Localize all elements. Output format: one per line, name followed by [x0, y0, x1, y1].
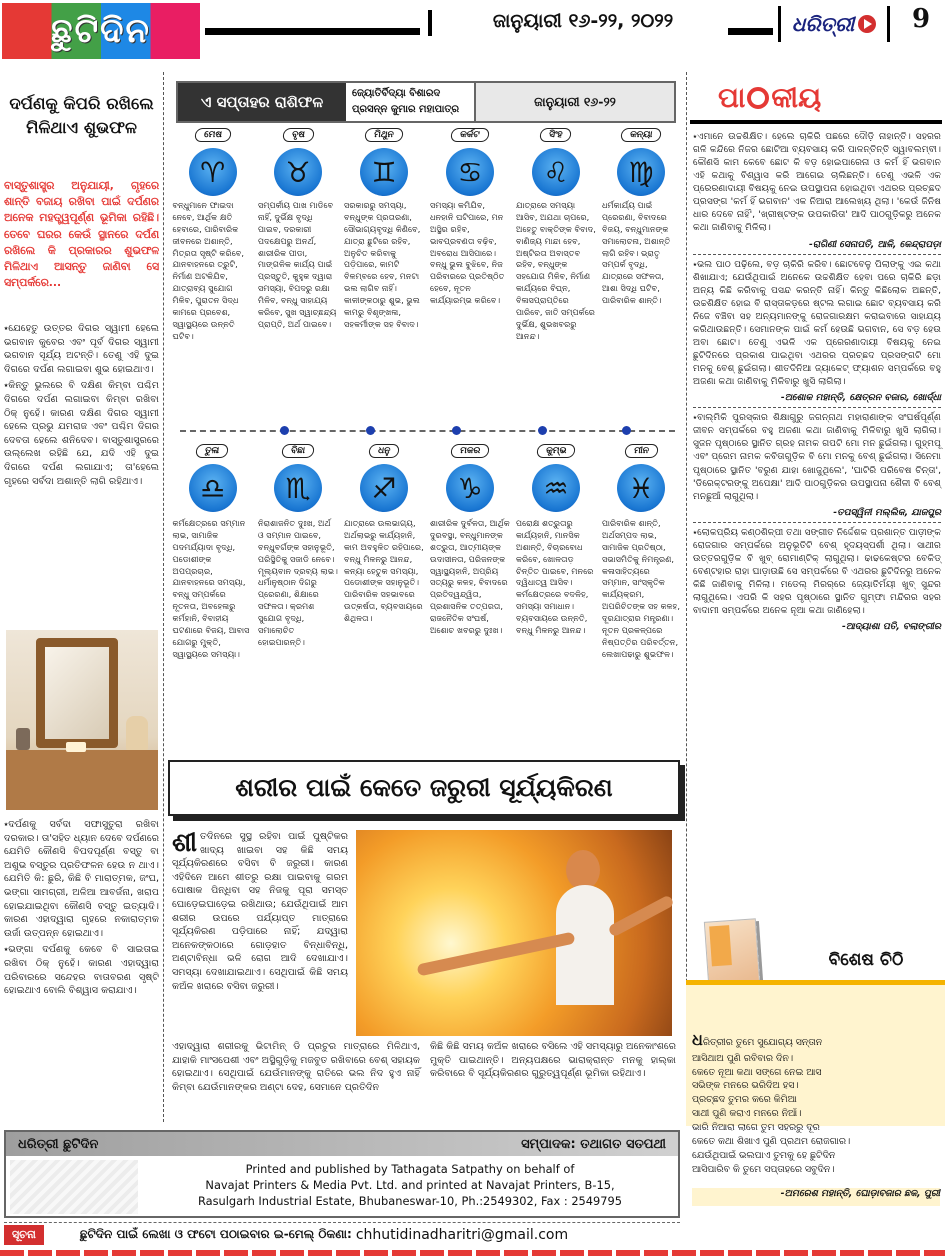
- aquarius-icon: ♒: [532, 464, 580, 512]
- left-column-rule: [163, 72, 164, 1122]
- sign-libra-text: କର୍ମକ୍ଷେତ୍ରରେ ସମ୍ମାନ ଲାଭ, ସାମାଜିକ ପଦମର୍ଯ୍ୟାଦା ବୃଦ୍ଧି, ପଡୋଶୀଙ୍କ ଅପପ୍ରଚାର, ଯାନବାହନରେ ସମସ୍ୟା, ବନ୍ଧୁ ସମ୍ପର୍କରେ ନୂତନତା, ଅବହେଳାରୁ କର୍ମହାନି, ବିବାହୀୟ ଘଟଣାରେ ବିଜୟ, ଆବାସ ଯୋଗରୁ ମୁକ୍ତି, ସ୍ୱାସ୍ଥ୍ୟରେ ସମସ୍ୟା।: [172, 518, 250, 659]
- sign-aquarius-tag: କୁମ୍ଭ: [536, 444, 576, 458]
- special-letter-title-text: ବିଶେଷ ଚିଠି: [828, 950, 904, 970]
- paper-logo: [778, 6, 890, 42]
- special-letter-title: [796, 944, 936, 976]
- imprint-name: ଧରିତ୍ରୀ ଛୁଟିଦିନ: [18, 1136, 99, 1152]
- sign-libra: [170, 444, 255, 712]
- sign-scorpio: [255, 444, 341, 712]
- letter-3-text: ⭑ବାଲ୍ମିକି ପୁରସ୍କାର ଶିକ୍ଷାଗୁରୁ ଜଗନ୍ନାଥ ମହାରାଣାଙ୍କ ସଂଘର୍ଷପୂର୍ଣ୍ଣ ଜୀବନ ସମ୍ପର୍କରେ ବହୁ ଅଜଣା କଥା ଜାଣିବାକୁ ମିଳିବାରୁ ଖୁସି ଲାଗିଲା। ସୁଜନ ପୃଷ୍ଠାରେ ସ୍ଥାନିତ ଗ୍ରହ ନାମକ ଗପଟି ମୋ ମନ ଛୁଇଁଗଲା। ଗୁହ୍ମପୂ ଏବଂ ପ୍ରେମ ନାମକ କବିତାଗୁଡ଼ିକ ବି ମୋ ମନକୁ ବେଶ୍ ଛୁଇଁଗଲା। ସିନେମା ପୃଷ୍ଠାରେ ସ୍ଥାନିତ 'ବରୁଣ ଯାହା ଖୋଜୁଥିଲେ', 'ଘାଟିରି ପରିବେଷ ଚିନ୍ତା', 'ଡିରେକ୍ଟରଙ୍କୁ ଅପେକ୍ଷା' ଆଦି ପାଠଗୁଡ଼ିକର ଉପସ୍ଥାପନା ଶୈଳୀ ବି ବେଶ୍ ମନଛୁଆଁ ଲାଗୁଥିଲା।: [693, 412, 941, 502]
- mirror-article-title: ଦର୍ପଣକୁ କିପରି ରଖିଲେ ମିଳିଥାଏ ଶୁଭଫଳ: [9, 94, 154, 137]
- imprint-header: [6, 1132, 678, 1156]
- sign-aries-text: ବନ୍ଧୁମାନେ ଫାଇଦା ନେବେ, ଆର୍ଥିକ କ୍ଷତି ହେବାରେ, ପାରିବାରିକ ଜୀବନରେ ଅଶାନ୍ତି, ମିତ୍ରତା ସୃଷ୍ଟି କରିବେ, ଯାନବାହନରେ ତ୍ରୁଟି, ନିର୍ମାଣ ଅଟକିଯିବ, ଯାତ୍ରାବ୍ୟ ସୁଯୋଗ ମିଳିବ, ପୁରାତନ ସିଦ୍ଧ କାମରେ ପ୍ରବେଶ, ସ୍ୱାସ୍ଥ୍ୟରେ ଉନ୍ନତି ଘଟିବ।: [172, 200, 244, 341]
- sun-article-dropcap: ଶୀ: [172, 828, 198, 858]
- special-letter-thumb: [704, 918, 760, 985]
- letter-2-author: -ଅଶୋକ ମହାନ୍ତି, କ୍ଷେତ୍ରନ ବଜାର, ଖୋର୍ଦ୍ଧା: [693, 391, 941, 408]
- poem-line-5: ପ୍ରଚ୍ଛଦ ତୁମର କରେ କିମିଆ: [692, 1094, 797, 1106]
- notice-text: ଛୁଟିଦିନ ପାଇଁ ଲେଖା ଓ ଫଟୋ ପଠାଇବାର ଇ-ମେଲ୍ ଠିକଣା:: [79, 1227, 352, 1241]
- mirror-para-2: ⭑କିନ୍ତୁ ଭୁଲରେ ବି ଦକ୍ଷିଣ କିମ୍ବା ପଶ୍ଚିମ ଦିଗରେ ଦର୍ପଣ ଲଗାଇବା କିମ୍ବା ରଖିବା ଠିକ୍ ନୁହେଁ। କାରଣ ଦକ୍ଷିଣ ଦିଗର ସ୍ୱାମୀ ହେଲେ ପ୍ରଭୁ ଯମରାଜ ଏବଂ ପଶ୍ଚିମ ଦିଗର ଦେବତା ହେଲେ ଶନିଦେବ। ବାସ୍ତୁଶାସ୍ତ୍ରରେ ଉଲ୍ଲେଖ ରହିଛି ଯେ, ଯଦି ଏହି ଦୁଇ ଦିଗରେ ଦର୍ପଣ ଲଗାଯାଏ; ତା'ହେଲେ ଗୃହରେ ସର୍ବଦା ଅଶାନ୍ତି ଲାଗି ରହିଥାଏ।: [4, 380, 159, 487]
- sun-article-title: [168, 760, 680, 816]
- horoscope-dates: ଜାନୁୟାରୀ ୧୬-୨୨: [476, 83, 674, 121]
- poem-line-6: ସାଥୀ ପୁଣି କରାଏ ମନରେ ନିଆଁ।: [692, 1108, 802, 1120]
- readers-title-prefix: ପା: [718, 81, 746, 114]
- readers-title-rule: [690, 120, 942, 124]
- masthead-date: ଜାନୁୟାରୀ ୧୬-୨୨, ୨୦୨୨: [428, 10, 728, 36]
- letter-1-text: ⭑ଏମାନେ ଉଚ୍ଚଶିକ୍ଷିତ। ହେଲେ ଚାକିରି ପଛରେ ଦୌଡ଼ି ନାହାନ୍ତି। ସହରର ଗଳି କନ୍ଦିରେ ନିଜର ଛୋଟିଆ ବ୍ୟବସାୟ କରି ପାଳନ୍ତିନ୍ତି ସ୍ୱାବଲମ୍ବୀ। କୌଣସି କାମ କେବେ ଛୋଟ କି ବଡ଼ ହୋଇପାରେନା ଓ କର୍ମ ହିଁ ଭଗବାନ ଏହି କଥାକୁ ବିଶ୍ୱାସ କରି ଆଗେଇ ଚାଲିଛନ୍ତି। ତେଣୁ ଏଭଳି ଏକ ପ୍ରେରଣାଦାୟୀ ବିଷୟକୁ ନେଇ ଉପସ୍ଥାପନା ହୋଇଥିବା ଏଥରର ପ୍ରଚ୍ଛଦ ପ୍ରସଙ୍ଗ 'କର୍ମ ହିଁ ଭଗବାନ' ଏକ ନିଆରା ଆଲେଖ୍ୟ ଥିଲା। 'କେଉଁ ଜିନିଷ ଧାର ଦେବେ ନାହିଁ', 'ଖ୍ରୀଷ୍ଟଙ୍କ ଉପକାରିତା' ଆଦି ପାଠଗୁଡ଼ିକରୁ ଅନେକ କଥା ଜାଣିବାକୁ ମିଳିଲା।: [693, 131, 941, 234]
- capricorn-icon: ♑: [446, 464, 494, 512]
- sign-pisces-tag: ମୀନ: [624, 444, 659, 458]
- sign-scorpio-text: ନିରାଶାଜନିତ ଦୁଃଖ, ଅର୍ଥ ଓ ସମ୍ମାନ ପାଇବେ, ବନ୍ଧୁବର୍ଗଙ୍କ ସହାନୁଭୂତି, ପରିସ୍ଥିତିକୁ ସଜାଡି ନେବେ। ମୂଲ୍ୟବାନ ଦ୍ରବ୍ୟ ଲାଭ। ଧର୍ମାନୁଷ୍ଠାନ ଦିଗରୁ ପ୍ରେରଣା, ଶିକ୍ଷାରେ ସଫଳତା। କ୍ରମଶ ସୁଯୋଗ ବୃଦ୍ଧି, ସମାଲୋଚିତ ହୋଇପାରନ୍ତି।: [258, 518, 338, 647]
- masthead-rule-left: [205, 28, 420, 35]
- sun-article: [168, 760, 683, 1125]
- sign-virgo: [599, 128, 683, 358]
- letter-1-author: -ରାଗିଣୀ ସେନାପତି, ଆଳି, କେନ୍ଦ୍ରାପଡ଼ା: [693, 238, 941, 255]
- poem-line-1: [692, 1028, 940, 1052]
- imprint-line-2: Navajat Printers & Media Pvt. Ltd. and printed at Navajat Printers, B-15,: [205, 1177, 615, 1192]
- page-number: 9: [911, 4, 931, 34]
- poem-line-3: କେତେ ନୂଆ କଥା ସଙ୍ଗେ ନେଇ ଆସ: [692, 1066, 822, 1078]
- separator-dot-3: [452, 426, 461, 435]
- readers-title: [718, 78, 898, 118]
- mirror-para-1: ⭑ଯେହେତୁ ଉତ୍ତର ଦିଗର ସ୍ୱାମୀ ହେଲେ ଭଗବାନ କୁବେର ଏବଂ ପୂର୍ବ ଦିଗର ସ୍ୱାମୀ ଭଗବାନ ସୂର୍ଯ୍ୟ ଅଟନ୍ତି। ତେଣୁ ଏହି ଦୁଇ ଦିଗରେ ଦର୍ପଣ ଲଗାଇବା ଶୁଭ ହୋଇଥାଏ।: [4, 323, 159, 375]
- mirror-article-lead: ବାସ୍ତୁଶାସ୍ତ୍ର ଅନୁଯାୟୀ, ଗୃହରେ ଶାନ୍ତି ବଜାୟ ରଖିବା ପାଇଁ ଦର୍ପଣର ଅନେକ ମହତ୍ତ୍ୱପୂର୍ଣ୍ଣ ଭୂମିକା ରହିଛି। ତେବେ ଘରର କେଉଁ ସ୍ଥାନରେ ଦର୍ପଣ ରଖିଲେ କି ପ୍ରକାରର ଶୁଭଫଳ ମିଳିଥାଏ ଆସନ୍ତୁ ଜାଣିବା ସେ ସମ୍ପର୍କରେ...: [4, 179, 159, 290]
- separator-dot-5: [622, 426, 631, 435]
- special-letter-author: -ଅମରେଶ ମହାନ୍ତି, ଘୋଡ଼ାବଜାର ଛକ, ପୁରୀ: [692, 1188, 940, 1206]
- masthead-logo: ଛୁଟିଦିନ: [2, 3, 200, 59]
- sign-capricorn: [427, 444, 513, 712]
- sign-aquarius-text: ପରୋକ୍ଷ ଶତ୍ରୁତାରୁ କାର୍ଯ୍ୟହାନି, ମାନସିକ ଅଶାନ୍ତି, ବିଚାରବୋଧ କରିବେ, ଖୋଳତାଡ଼ ଚିନ୍ତିତ ପାଇବେ, ମନରେ ଦ୍ୱିଧାତ୍ୱ ଆସିବ। କର୍ମକ୍ଷେତ୍ରରେ ବଦଳିହ, ସମସ୍ୟା ସମାଧାନ। ବ୍ୟବସାୟରେ ଉନ୍ନତି, ବନ୍ଧୁ ମିଳନରୁ ଆନନ୍ଦ।: [516, 518, 594, 636]
- mirror-photo: [6, 630, 158, 808]
- sun-article-title-text: ଶରୀର ପାଇଁ କେତେ ଜରୁରୀ ସୂର୍ଯ୍ୟକିରଣ: [235, 773, 613, 802]
- sign-libra-tag: ତୁଳା: [195, 444, 229, 458]
- notice-label: ସୂଚନା: [4, 1225, 44, 1245]
- imprint-editor: ସମ୍ପାଦକ: ତଥାଗତ ସତପଥୀ: [521, 1136, 666, 1152]
- pisces-icon: ♓: [617, 464, 665, 512]
- mirror-article-body-top: [4, 322, 159, 667]
- horoscope-title: ଏ ସପ୍ତାହର ରାଶିଫଳ: [178, 83, 346, 121]
- special-letter-poem: [692, 1028, 940, 1175]
- notice-email[interactable]: chhutidinadharitri@gmail.com: [355, 1226, 569, 1243]
- mirror-para-4: ⭑ଭଙ୍ଗା ଦର୍ପଣକୁ କେବେ ବି ସାଇତାଇ ରଖିବା ଠିକ୍ ନୁହେଁ। କାରଣ ଏହାଦ୍ୱାରା ପରିବାରରେ ସନ୍ଦେହର ବାତାବରଣ ସୃଷ୍ଟି ହୋଇଥାଏ ବୋଲି ବିଶ୍ୱାସ କରାଯାଏ।: [4, 944, 159, 997]
- poem-line-9: ଯେଉଁଥିପାଇଁ ଭଲପାଏ ତୁମକୁ ହେ ଛୁଟିଦିନ: [692, 1150, 836, 1162]
- sign-leo-tag: ସିଂହ: [539, 128, 572, 142]
- readers-letters: [693, 130, 941, 930]
- sign-gemini: [341, 128, 427, 358]
- sign-scorpio-tag: ବିଛା: [281, 444, 315, 458]
- readers-title-icon: [747, 87, 769, 109]
- sign-cancer-tag: କର୍କଟ: [450, 128, 490, 142]
- sun-woman-photo: [356, 830, 672, 1036]
- sign-aries: [170, 128, 255, 358]
- sign-cancer: [427, 128, 513, 358]
- sign-taurus: [255, 128, 341, 358]
- masthead: [0, 0, 945, 68]
- sign-pisces: [599, 444, 683, 712]
- poem-line-2: ଆସିଥାଅ ପୁଣି ରବିବାର ଦିନ।: [692, 1052, 794, 1064]
- sign-gemini-text: ସରକାରରୁ ସମସ୍ୟା, ବନ୍ଧୁଙ୍କ ପ୍ରତାରଣା, ସୌଭାଗ୍ୟବୃଦ୍ଧି କିଣିବେ, ଯାତ୍ରା ଛୁଟିରେ ରହିବ, ଅନୁଚିତ କରିବାକୁ ପଡ଼ିପାରେ, କାମଟି ବିଳମ୍ବରେ ହେବ, ମନଟା ଭଲ ଲାଗିବ ନାହିଁ। କାଳୀଙ୍କଠାରୁ ଶୁଭ, ଭୁଲ କାମରୁ ବିଶୃଙ୍ଖଳା, ସହକର୍ମୀଙ୍କ ସହ ବିବାଦ।: [344, 200, 421, 329]
- sign-pisces-text: ପାରିବାରିକ ଶାନ୍ତି, ଅର୍ଥସମ୍ପଦ ଲାଭ, ସାମାଜିକ ପ୍ରତିଷ୍ଠା, ସଭାସମିତିକୁ ନିମନ୍ତ୍ରଣ, କଳାସାହିତ୍ୟରେ ସମ୍ମାନ, ସାଂସ୍କୃତିକ କାର୍ଯ୍ୟକ୍ରମ, ଅପରିଚିତଙ୍କ ସହ କଳହ, ଦୂରଯାତ୍ରାର ମନ୍ତ୍ରଣା। ନୂତନ ପ୍ରକଳ୍ପରେ ନିଷ୍ପତ୍ତିର ପରିବର୍ତ୍ତନ, ଲେଖାପଢାରୁ ଶୁଭଫଳ।: [602, 518, 680, 659]
- poem-line-7: ଭାରି ନିଆରା ଲାଗେ ତୁମ ସହରରୁ ଦୂର: [692, 1122, 820, 1134]
- sign-virgo-text: ଧର୍ମକାର୍ଯ୍ୟ ପାଇଁ ପ୍ରେରଣା, ବିବାଦରେ ବିଜୟ, ବନ୍ଧୁମାନଙ୍କ ସମାଲୋଚନା, ଅଶାନ୍ତି ଲାଗି ରହିବ। ଭ୍ରାତୃ ସମ୍ପର୍କ ବୃଦ୍ଧି, ଯାତ୍ରାରେ ସଫଳତା, ଆଶା ସିଦ୍ଧି ଘଟିବ, ପାରିବାରିକ ଶାନ୍ତି।: [602, 200, 671, 306]
- libra-icon: ♎: [189, 464, 237, 512]
- letter-3-author: -ତପସ୍ୱିନୀ ମଲ୍ଲିକ, ଯାଜପୁର: [693, 506, 941, 523]
- poem-dropcap: ଧ: [692, 1030, 703, 1049]
- notice-bar: [4, 1222, 680, 1246]
- horoscope-author-role: ଜ୍ୟୋତିର୍ବିଦ୍ୟା ବିଶାରଦ: [352, 88, 441, 99]
- sign-cancer-text: ସମସ୍ୟା କମିଯିବ, ଧନହାନି ଘଟିପାରେ, ମନ ଅସ୍ଥିର ରହିବ, ଭାବପ୍ରବଣତା ବଢ଼ିବ, ଅବରୋଧ ଆସିପାରେ। ବନ୍ଧୁ ଭୁଲ ବୁଝିବେ, ନିଜ ପରିବାରରେ ପ୍ରତିଷ୍ଠିତ ହେବେ, ନୂତନ କାର୍ଯ୍ୟାରମ୍ଭ କରିବେ।: [430, 200, 505, 306]
- play-icon: [858, 15, 876, 33]
- imprint-line-3: Rasulgarh Industrial Estate, Bhubaneswar-10, Ph.:2549302, Fax : 2549795: [197, 1193, 623, 1208]
- mirror-article-body-bottom: [4, 818, 159, 1123]
- horoscope-separator: [180, 430, 675, 432]
- sun-article-side-text: [172, 830, 348, 1030]
- horoscope-row-1: [170, 128, 683, 358]
- sun-article-bottom-left: ଏହାଦ୍ୱାରା ଶରୀରକୁ ଭିଟାମିନ୍ ଡି ପ୍ରଚୁର ମାତ୍ରାରେ ମିଳିଥାଏ, ଯାହାକି ମାଂସପେଶୀ ଏବଂ ଅସ୍ଥିଗୁଡ଼ିକୁ ମଜବୁତ ରଖିବାରେ ବେଶ୍ ସହାୟକ ହୋଇଥାଏ। ସେଥିପାଇଁ ଯେଉଁମାନଙ୍କୁ ରାତିରେ ଭଲ ନିଦ ହୁଏ ନାହିଁ କିମ୍ବା ଯେଉଁମାନଙ୍କର ଅଣ୍ଟା ଦେହ, ସେମାନେ ପ୍ରତିଦିନ: [172, 1041, 420, 1093]
- horoscope-section: [168, 76, 683, 716]
- imprint-line-1: Printed and published by Tathagata Satpathy on behalf of: [245, 1162, 575, 1176]
- sign-leo: [513, 128, 599, 358]
- separator-dot-2: [366, 426, 375, 435]
- taurus-icon: ♉: [274, 148, 322, 196]
- sign-aries-tag: ମେଷ: [194, 128, 232, 142]
- sign-gemini-tag: ମିଥୁନ: [364, 128, 404, 142]
- sign-taurus-text: ସମ୍ପର୍କୀୟ ପାଖ ମାଡିବେ ନାହିଁ, ଦୁର୍ଭିକ୍ଷ ବୃଦ୍ଧି ପାଇବ, ଦରକାରୀ ପଦକ୍ଷେପରୁ ଅନର୍ଥ, ଶାରୀରିକ ପୀଡା, ମାଙ୍ଗଳିକ କାର୍ଯ୍ୟ ପାଇଁ ପ୍ରସ୍ତୁତି, କୁହୁକ ଦ୍ୱାରା ସମସ୍ୟା, ବିପଦରୁ ରକ୍ଷା ମିଳିବ, ବନ୍ଧୁ ସାହାଯ୍ୟ କରିବେ, ସୁଖ ସ୍ୱାଚ୍ଛନ୍ଦ୍ୟ ପ୍ରାପ୍ତି, ଅର୍ଥ ପାଇବେ।: [258, 200, 337, 329]
- paper-logo-text: ଧରିତ୍ରୀ: [791, 12, 855, 36]
- sign-sagittarius-text: ଯାତ୍ରାରେ ଉଲଭାଗ୍ୟ, ଅର୍ଥଲାଭରୁ କାର୍ଯ୍ୟହାନି, କାମ ଅବହୁଳିତ ରହିପାରେ, ବନ୍ଧୁ ମିଳନରୁ ଆନନ୍ଦ, କନ୍ୟା ହେତୁକ ସମସ୍ୟା, ପଡୋଶୀଙ୍କ ସହାନୁଭୂତି। ପାରିବାରିକ ସହଭାବରେ ଉତ୍କର୍ଷତା, ବ୍ୟବସାୟରେ ଶିଥିଳତା।: [344, 518, 424, 624]
- sign-capricorn-text: ଶାରୀରିକ ଦୁର୍ବଳତା, ଆର୍ଥିକ ଦୁରବସ୍ଥା, ବନ୍ଧୁମାନଙ୍କ ଶତ୍ରୁତା, ଆତ୍ମୀୟଙ୍କ ଉଦାସୀନତା, ପରିଜନଙ୍କ ସ୍ୱାସ୍ଥ୍ୟହାନି, ଅପ୍ରିୟ ସତ୍ୟରୁ କଳହ, ବିବାଦରେ ପ୍ରତିଦ୍ୱନ୍ଦ୍ୱିତା, ପ୍ରଶାସନିକ ତତ୍ପରତା, ରାଜନୈତିକ ସଂଘର୍ଷ, ଅଶୋଚ ଖବରରୁ ଦୁଃଖ।: [430, 518, 510, 636]
- leo-icon: ♌: [532, 148, 580, 196]
- poem-line-8: କେତେ କଥା ଶିଖାଏ ପୁଣି ପ୍ରଥମ ରୋଜଗାର।: [692, 1136, 851, 1148]
- gemini-icon: ♊: [360, 148, 408, 196]
- sign-sagittarius-tag: ଧନୁ: [368, 444, 400, 458]
- masthead-rule-mid: [728, 28, 773, 35]
- mirror-para-3: ⭑ଦର୍ପଣକୁ ସର୍ବଦା ସଫାସୁତୁରା ରଖିବା ଦରକାର। ତା'ସହିତ ଧ୍ୟାନ ଦେବେ ଦର୍ପଣରେ ଯେମିତି କୌଣସି ବିପଦପୂର୍ଣ୍ଣ ବସ୍ତୁ ବା ଅଶୁଭ ବସ୍ତୁର ପ୍ରତିଫଳନ ହେଉ ନ ଥାଏ। ଯେମିତି କି: ଛୁରି, କିଛି ବି ମାରାତ୍ମକ, ଜଂଘ, ଭଙ୍ଗା ସାମଗ୍ରୀ, ଅଳିଆ ଆବର୍ଜନା, ଖରାପ ହୋଇଯାଇଥିବା କୌଣସି ବସ୍ତୁ ଇତ୍ୟାଦି। କାରଣ ଏହାଦ୍ୱାରା ଗୃହରେ ନକାରାତ୍ମକ ଉର୍ଜା ଉତ୍ପନ୍ନ ହୋଇଥାଏ।: [4, 819, 159, 939]
- sign-aquarius: [513, 444, 599, 712]
- separator-dot-1: [280, 426, 289, 435]
- readers-title-suffix: କୀୟ: [771, 81, 822, 114]
- imprint-body: [6, 1160, 678, 1216]
- letter-2-text: ⭑ଭଲ ପାଠ ପଢ଼ିଲେ, ବଡ଼ ଚାକିରି କରିବ। ଛୋଟବେଳୁ ପିଲାଙ୍କୁ ଏଇ କଥା ଶିଖାଯାଏ; ଯେଉଁଥିପାଇଁ ଅନେକେ ଉଚ୍ଚଶିକ୍ଷିତ ହେବା ପରେ ଚାକିରି ଛଡ଼ା ଅନ୍ୟ କିଛି କରିବାକୁ ପସନ୍ଦ କରନ୍ତି ନାହିଁ। କିନ୍ତୁ କିଛିଲୋକ ଅଛନ୍ତି, ଉଚ୍ଚଶିକ୍ଷିତ ହୋଇ ବି ରାସ୍ତାକଡ଼ରେ ଷ୍ଟଲ ଲଗାଇ ଛୋଟ ବ୍ୟବସାୟ କରି ନିଜେ ବଞ୍ଚିବା ସହ ଅନ୍ୟମାନଙ୍କୁ ରୋଜଗାରକ୍ଷମ କରାଇବାରେ ସାହାଯ୍ୟ କରିଥାଉଛନ୍ତି। ସେମାନଙ୍କ ପାଇଁ କର୍ମ ହେଉଛି ଭଗବାନ, ସେ ବଡ଼ ହେଉ ଅବା ଛୋଟ। ତେଣୁ ଏଭଳି ଏକ ପ୍ରେରଣାଦାୟୀ ବିଷୟକୁ ନେଇ ଛୁଟିଦିନରେ ପ୍ରକାଶ ପାଇଥିବା ଏଥରର ପ୍ରଚ୍ଛଦ ପ୍ରସଙ୍ଗଟି ମୋ ମନକୁ ବେଶ୍ ଛୁଇଁଗଲା। ଶୀତଦିନିଆ ଜ୍ୟାକେଟ୍ ଫ୍ୟାଶନ ସମ୍ପର୍କରେ ବହୁ ଅଜଣା କଥା ଜାଣିବାକୁ ମିଳିବାରୁ ଖୁସି ଲାଗିଲା।: [693, 258, 941, 388]
- imprint-logo: [10, 1160, 138, 1214]
- virgo-icon: ♍: [617, 148, 665, 196]
- imprint-box: [4, 1130, 680, 1218]
- poem-line-1-text: ରିତ୍ରୀର ତୁମେ ସୁଯୋଗ୍ୟ ସନ୍ତାନ: [702, 1037, 823, 1048]
- sign-sagittarius: [341, 444, 427, 712]
- sun-article-bottom-right: କିଛି କିଛି ସମୟ କଅଁଳ ଖରାରେ ବସିଲେ ଏହି ସମସ୍ୟାରୁ ଅନେକାଂଶରେ ମୁକ୍ତି ପାଇଥାନ୍ତି। ଅନ୍ୟପକ୍ଷରେ ଭାରାକ୍ରାନ୍ତ ମନକୁ ହାଲ୍କା କରିବାରେ ବି ସୂର୍ଯ୍ୟକିରଣର ଗୁରୁତ୍ୱପୂର୍ଣ୍ଣ ଭୂମିକା ରହିଥାଏ।: [430, 1041, 676, 1080]
- letter-4-text: ⭑ଲୋକପ୍ରିୟ କଣ୍ଠଶିଳ୍ପୀ ତଥା ସଙ୍ଗୀତ ନିର୍ଦ୍ଦେଶକ ପ୍ରଶାନ୍ତ ପାଡ଼ୀଙ୍କ ରୋଜଗାର ସମ୍ପର୍କରେ ଅନୁଭୂତିଟି ବେଶ୍ ହୃଦୟସ୍ପର୍ଶୀ ଥିଲା। ସାଥୀର ଉତ୍ତରଗୁଡ଼ିକ ବି ଖୁବ୍ ରୋମାଣ୍ଟିକ୍ ଲାଗୁଥିଲା। ଢାଢକେଷ୍ଟର ବେକିଡ୍ ବେଣ୍ଟହାର ରାହା ଘାଡ଼ାଉଛି ସେ ସମ୍ପର୍କରେ ବି ଏଥରର ଛୁଟିଦିନରୁ ଅନେକ କିଛି ଜାଣିବାକୁ ମିଳିଲା। ମଡେଲ୍ ମିରର୍‌ରେ ଜ୍ୟୋତିର୍ମୟୀ ଖୁବ୍ ସୁନ୍ଦର ଲାଗୁଥିଲେ। ଏପରି କି ସହର ପୃଷ୍ଠାରେ ସ୍ଥାନିତ ଗୁମ୍ଫା ମନ୍ଦିରର ସହର ବାଦାମୀ ସମ୍ପର୍କରେ ଅନେକ ନୂଆ କଥା ଜାଣିହେଲା।: [693, 526, 941, 617]
- letter-4-author: -ଆଦ୍ୟାଶା ପତି, ବଲାଙ୍ଗୀର: [842, 621, 941, 633]
- sign-taurus-tag: ବୃଷ: [282, 128, 315, 142]
- separator-dot-4: [538, 426, 547, 435]
- sun-article-body-side: ତଦିନରେ ସୁସ୍ଥ ରହିବା ପାଇଁ ପୁଷ୍ଟିକର ଖାଦ୍ୟ ଖାଇବା ସହ କିଛି ସମୟ ସୂର୍ଯ୍ୟକିରଣରେ ବସିବା ବି ଜରୁରୀ। କାରଣ ଏହିଦିନେ ଆମେ ଶୀତରୁ ରକ୍ଷା ପାଇବାକୁ ଗରମ ପୋଷାକ ପିନ୍ଧିବା ସହ ନିଜକୁ ପୂରା ସମସ୍ତ ଘୋଡ଼େଇଘାଡ଼େଇ ରଖିଥାଉ; ଯେଉଁଥିପାଇଁ ଆମ ଶରୀର ଉପରେ ପର୍ଯ୍ୟାପ୍ତ ମାତ୍ରାରେ ସୂର୍ଯ୍ୟକିରଣ ପଡ଼ିପାରେ ନାହିଁ; ଯଦ୍ୱାରା ଅନେକଙ୍କଠାରେ ଗୋଡ଼ହାତ ବିନ୍ଧାବିନ୍ଧି, ଅଣ୍ଟାବିନ୍ଧା ଭଳି ରୋଗ ଆଦି ଦେଖାଯାଏ। ସମସ୍ୟା ଦେଖାଯାଇଥାଏ। ସେଥିପାଇଁ କିଛି ସମୟ କଅଁଳ ଖରାରେ ବସିବା ଜରୁରୀ।: [172, 831, 348, 992]
- cancer-icon: ♋: [446, 148, 494, 196]
- poem-line-10: ଆସିପାରିବ କି ତୁମେ ସପ୍ତାହରେ ସବୁଦିନ।: [692, 1163, 835, 1175]
- sagittarius-icon: ♐: [360, 464, 408, 512]
- horoscope-row-2: [170, 444, 683, 712]
- sign-virgo-tag: କନ୍ୟା: [620, 128, 662, 142]
- bottom-border: [0, 1250, 945, 1256]
- sign-leo-text: ଯାତ୍ରାରେ ସମସ୍ୟା ଆସିବ, ଅଯଥା ଚାପରେ, ଅହେତୁ ବାକ୍ତିଙ୍କ ବିବାଦ, ବାଣିଜ୍ୟ ମାନ୍ଦା ହେବ, ଅଷ୍ଟିରତା ଅବାସ୍ତବ ରହିବ, ବନ୍ଧୁଙ୍କ ସହଯୋଗ ମିଳିବ, ନିର୍ମାଣ କାର୍ଯ୍ୟରେ ବିଘ୍ନ, ବିଳାସପ୍ରାପ୍ତିରେ ପାରିବେ, ଜାତି ସମ୍ପର୍କରେ ଦୁର୍ଭିକ୍ଷ, ଶୁଭଖବରରୁ ଆନନ୍ଦ।: [516, 200, 596, 341]
- sign-capricorn-tag: ମକର: [450, 444, 490, 458]
- poem-line-4: ସଭିଙ୍କ ମନରେ ଭରିଦିଅ ହସ।: [692, 1080, 799, 1092]
- horoscope-header: [176, 81, 676, 123]
- aries-icon: ♈: [189, 148, 237, 196]
- horoscope-author: ପ୍ରସନ୍ନ କୁମାର ମହାପାତ୍ର: [352, 104, 460, 115]
- scorpio-icon: ♏: [274, 464, 322, 512]
